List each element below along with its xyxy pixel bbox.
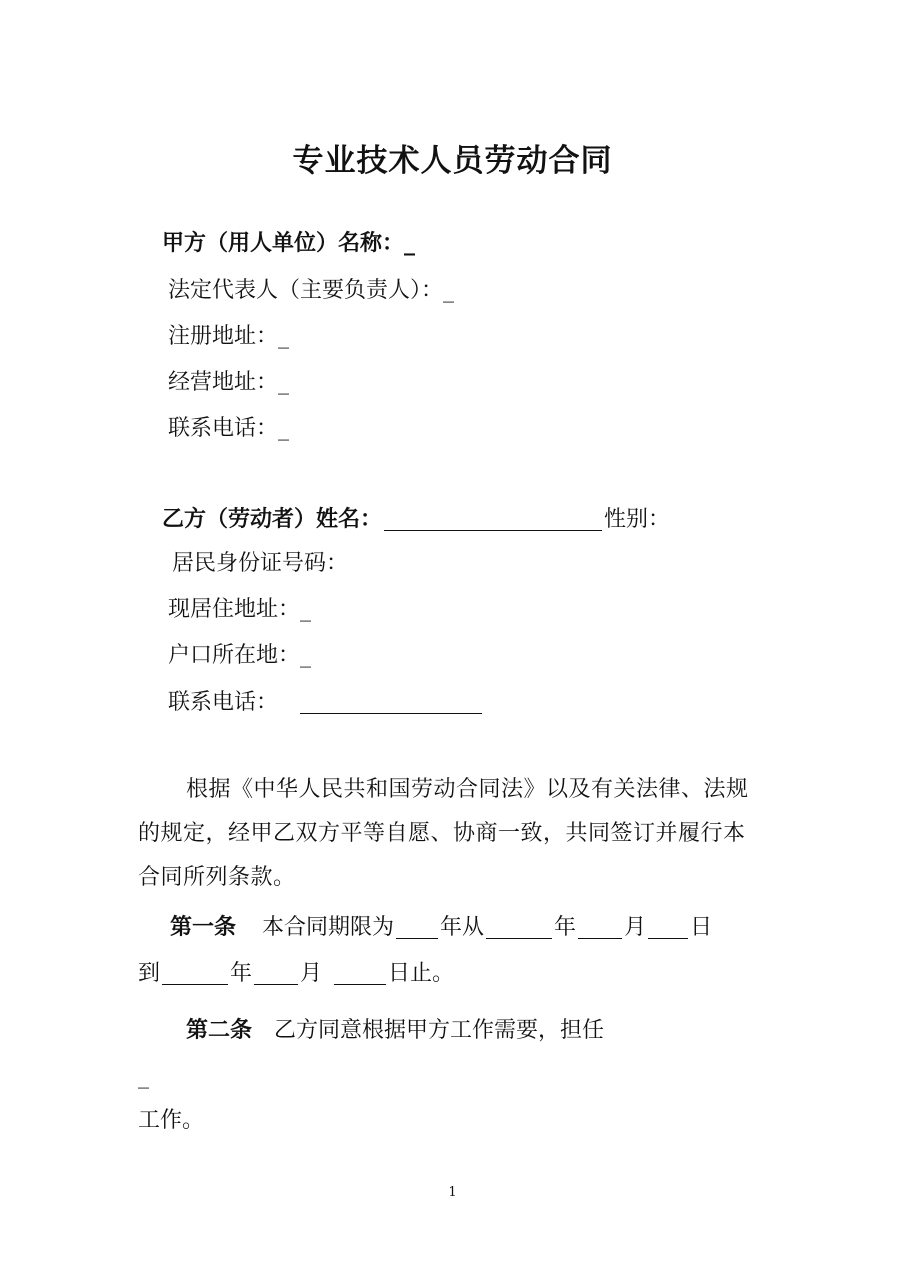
party-b-hukou-line: 户口所在地：_: [168, 643, 312, 668]
article-1-end-month-blank: [254, 962, 298, 985]
article-1-text-end-month: 月: [300, 961, 323, 986]
party-b-name-row: [162, 508, 670, 531]
article-2-line-1: [186, 1020, 604, 1042]
article-2-blank-line: _: [138, 1064, 149, 1089]
party-b-residence-line: 现居住地址：_: [168, 597, 312, 622]
preamble-paragraph: [138, 768, 778, 900]
article-1-start-year-blank: [486, 916, 552, 939]
article-1-text-month: 月: [624, 915, 647, 940]
article-1-start-month-blank: [578, 916, 622, 939]
document-title: 专业技术人员劳动合同: [292, 143, 613, 179]
article-1-text-term: 本合同期限为: [262, 915, 395, 940]
article-1-start-day-blank: [648, 916, 688, 939]
article-1-text-end-day: 日止。: [388, 961, 455, 986]
article-1-text-year: 年: [554, 915, 577, 940]
party-b-id-line: 居民身份证号码：: [172, 551, 349, 576]
party-a-registered-address-line: 注册地址：_: [168, 324, 290, 349]
article-1-label: 第一条: [170, 915, 237, 940]
article-1-text-from: 年从: [440, 915, 485, 940]
article-1-text-end-year: 年: [230, 961, 253, 986]
article-1-text-to: 到: [138, 961, 161, 986]
party-b-phone-label: 联系电话：: [168, 690, 279, 715]
page-number: 1: [448, 1185, 457, 1200]
article-2-text: 乙方同意根据甲方工作需要，担任: [274, 1018, 605, 1043]
article-1-end-day-blank: [334, 962, 386, 985]
party-b-phone-blank: [300, 691, 482, 714]
article-1-line-1: [170, 916, 712, 939]
party-a-business-address-line: 经营地址：_: [168, 370, 290, 395]
article-1-end-year-blank: [162, 962, 228, 985]
article-2-end-line: 工作。: [138, 1108, 205, 1133]
party-a-representative-line: 法定代表人（主要负责人）：_: [168, 278, 455, 303]
party-b-gender-label: 性别：: [604, 507, 671, 532]
party-a-name-line: 甲方（用人单位）名称：_: [162, 231, 416, 256]
party-b-name-label: 乙方（劳动者）姓名：: [162, 507, 383, 532]
preamble-line-3: 合同所列条款。: [138, 865, 296, 890]
party-b-name-blank: [384, 508, 602, 531]
article-1-years-blank: [396, 916, 438, 939]
article-1-text-day: 日: [690, 915, 713, 940]
party-b-phone-row: [168, 691, 484, 714]
preamble-line-1: 根据《中华人民共和国劳动合同法》以及有关法律、法规: [186, 777, 749, 802]
article-1-line-2: [138, 962, 454, 985]
preamble-line-2: 的规定，经甲乙双方平等自愿、协商一致，共同签订并履行本: [138, 821, 746, 846]
party-a-phone-line: 联系电话：_: [168, 416, 290, 441]
article-2-label: 第二条: [186, 1018, 253, 1043]
